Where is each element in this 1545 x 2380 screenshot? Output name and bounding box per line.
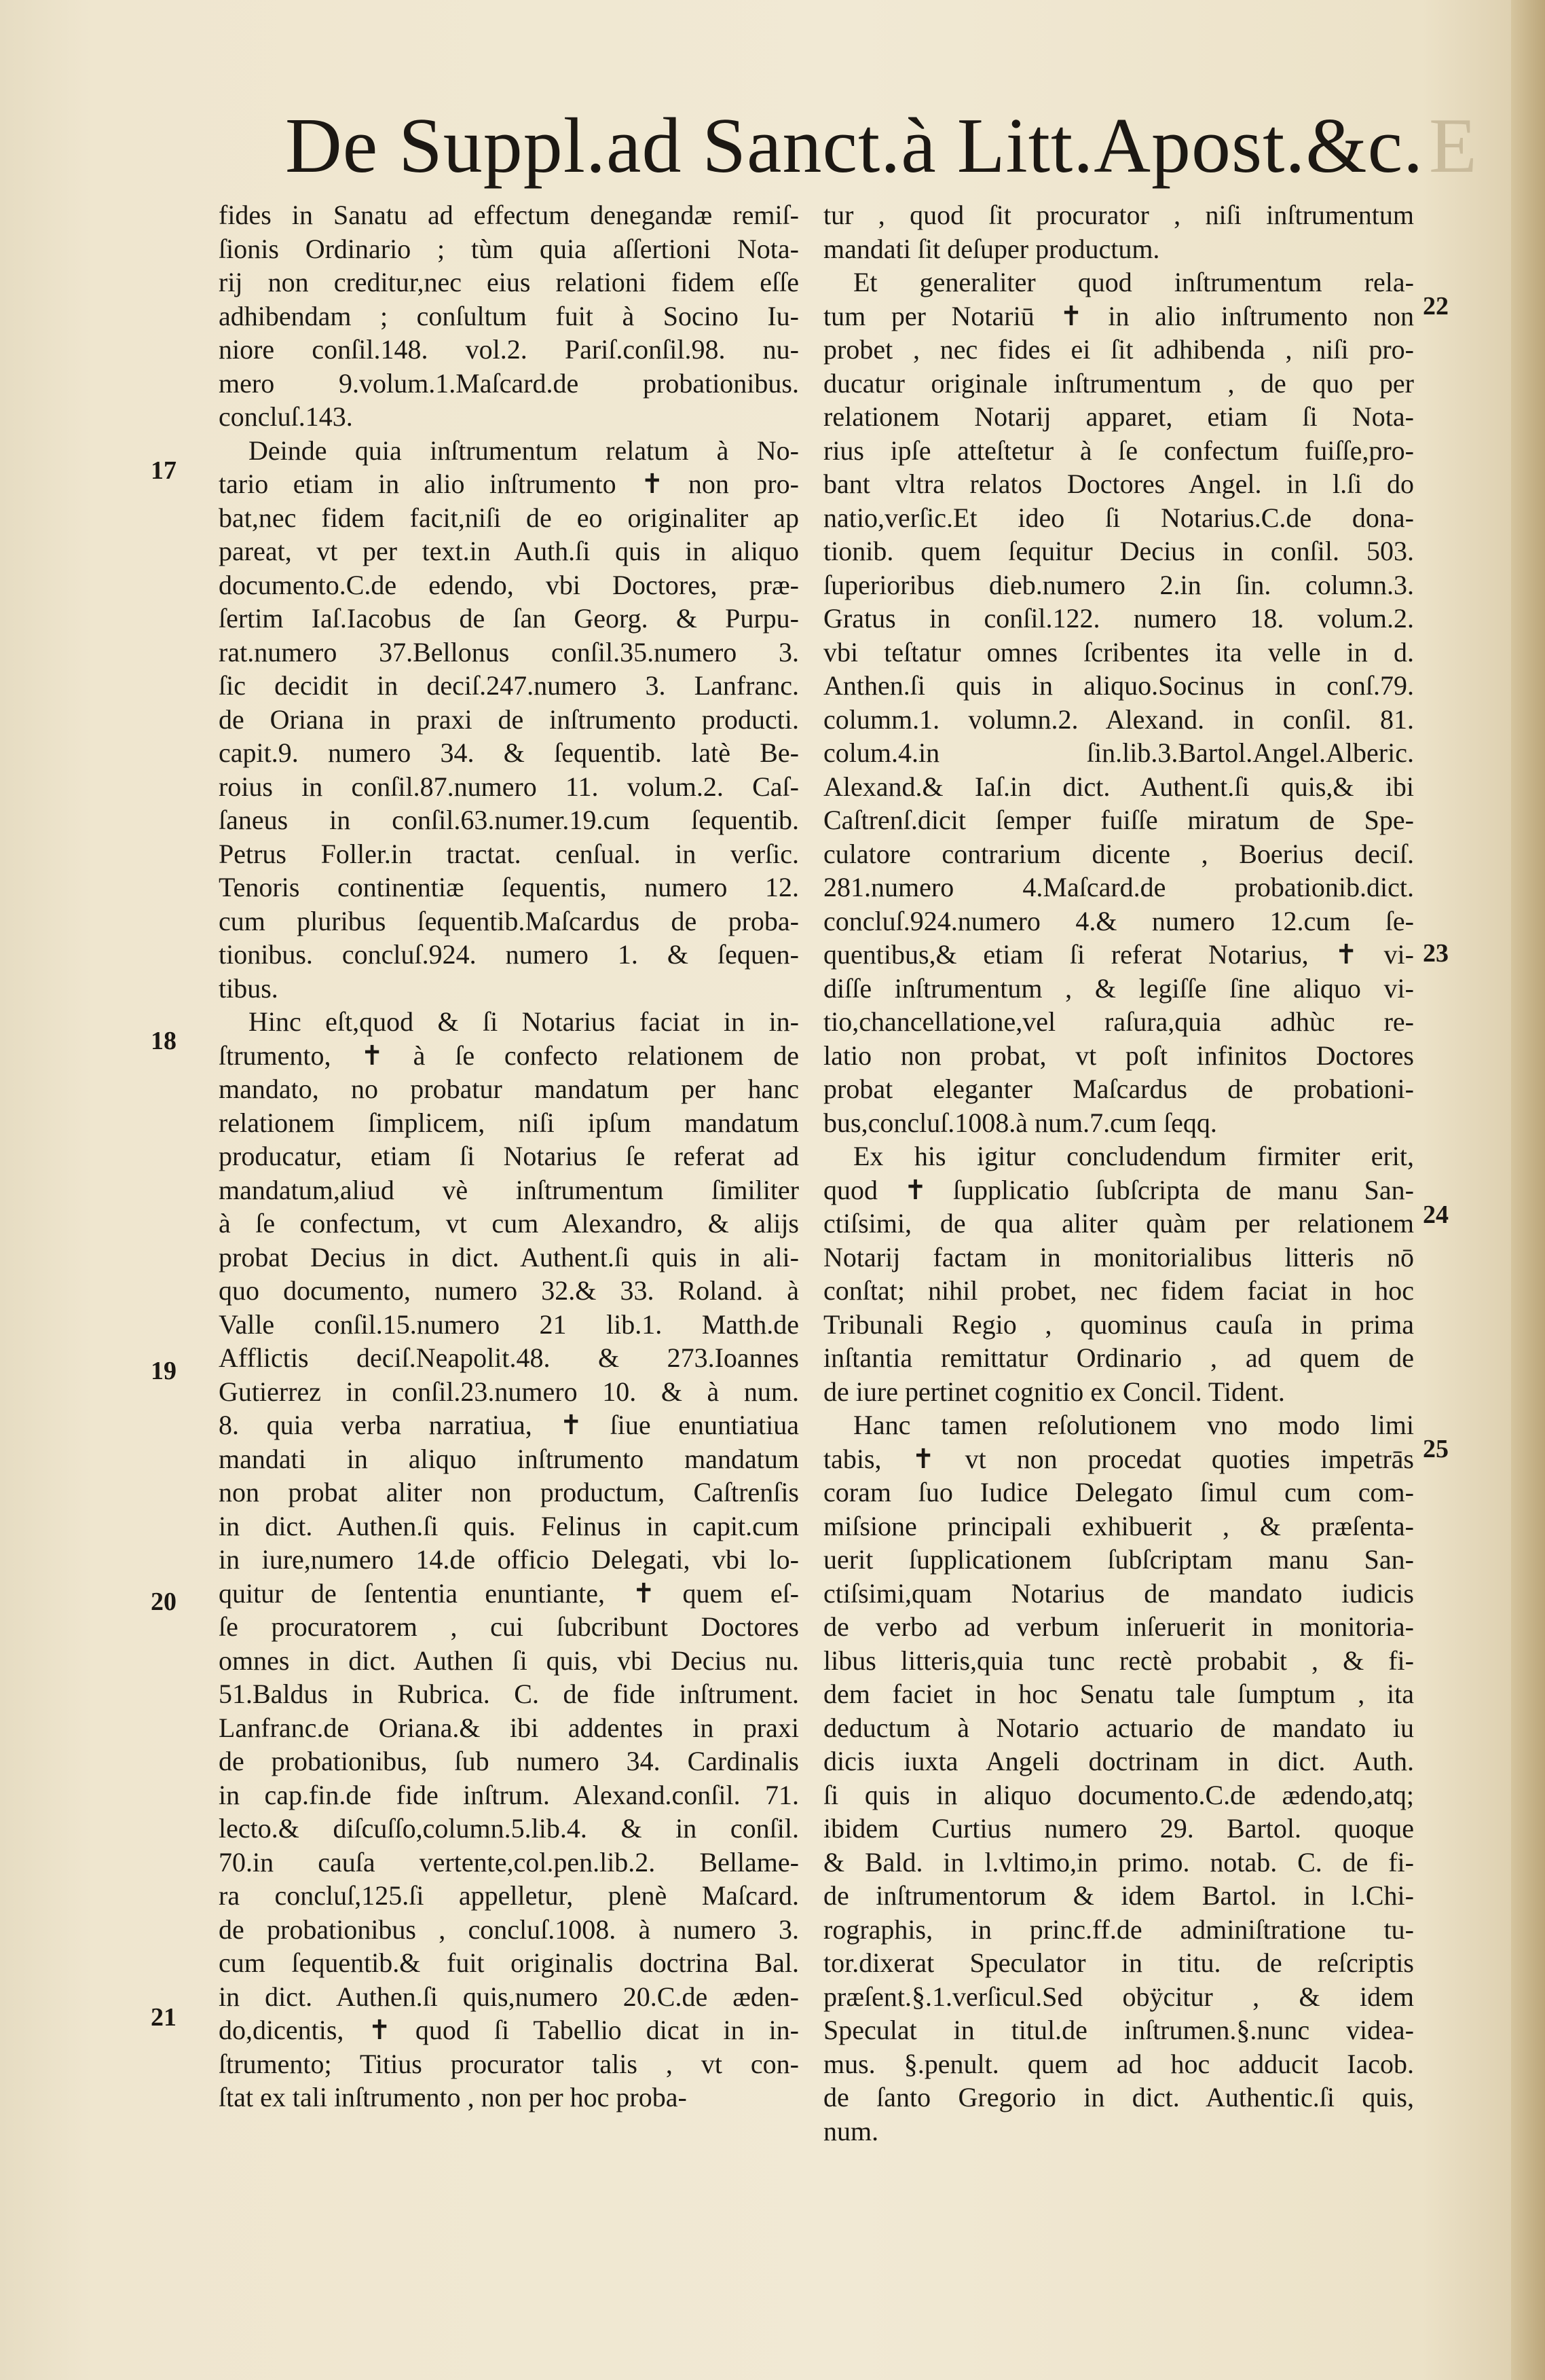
text-line: lecto.& diſcuſſo,column.5.lib.4. & in conſil. [219,1813,799,1844]
text-line: mus. §.penult. quem ad hoc adducit Iacob. [823,2048,1414,2079]
text-line: fides in Sanatu ad effectum denegandæ remiſ- [219,200,799,230]
text-line: tibus. [219,972,278,1004]
text-line: de Oriana in praxi de inſtrumento producti. [219,703,799,735]
text-line: mero 9.volum.1.Maſcard.de probationibus. [219,367,799,399]
text-line: culatore contrarium dicente , Boerius deciſ. [823,838,1414,869]
text-line: documento.C.de edendo, vbi Doctores, præ- [219,569,799,600]
text-line: rographis, in princ.ff.de adminiſtratione tu- [823,1914,1414,1945]
text-line: tionibus. concluſ.924. numero 1. & ſequen- [219,939,799,970]
text-line: non probat aliter non productum, Caſtrenſis [219,1477,799,1507]
text-line: quod ✝ ſupplicatio ſubſcripta de manu San- [823,1174,1414,1205]
text-line: bant vltra relatos Doctores Angel. in l.ſi do [823,469,1414,499]
text-line: ducatur originale inſtrumentum , de quo per [823,367,1414,399]
text-line: Caſtrenſ.dicit ſemper fuiſſe miratum de Spe- [823,805,1414,835]
text-line: cum ſequentib.& fuit originalis doctrina Bal. [219,1947,799,1978]
text-line: tur , quod ſit procurator , niſi inſtrumentum [823,200,1414,230]
text-line: in iure,numero 14.de officio Delegati, vbi lo- [219,1544,799,1575]
text-line: 8. quia verba narratiua, ✝ ſiue enuntiatiua [219,1410,799,1440]
margin-number-25: 25 [1423,1435,1449,1463]
text-line: in dict. Authen.ſi quis,numero 20.C.de æden- [219,1981,799,2012]
text-line: tabis, ✝ vt non procedat quoties impetrās [823,1443,1414,1474]
text-line: ſic decidit in deciſ.247.numero 3. Lanfranc. [219,670,799,701]
text-line: ſtrumento; Titius procurator talis , vt con- [219,2048,799,2079]
text-line: ſaneus in conſil.63.numer.19.cum ſequentib. [219,805,799,835]
text-line: in cap.fin.de fide inſtrum. Alexand.conſil. 71. [219,1779,799,1810]
text-line: niore conſil.148. vol.2. Pariſ.conſil.98. nu- [219,334,799,365]
text-line: inſtantia remittatur Ordinario , ad quem de [823,1342,1414,1373]
text-line: bus,concluſ.1008.à num.7.cum ſeqq. [823,1107,1217,1138]
text-line: colum.4.in ſin.lib.3.Bartol.Angel.Alberic. [823,737,1414,768]
text-line: Tribunali Regio , quominus cauſa in prima [823,1308,1414,1340]
bleed-through-letter: E [1429,103,1477,189]
margin-number-22: 22 [1423,292,1449,321]
text-line: in dict. Authen.ſi quis. Felinus in capit.cum [219,1510,799,1541]
text-line: de inſtrumentorum & idem Bartol. in l.Chi- [823,1880,1414,1911]
text-line: quo documento, numero 32.& 33. Roland. à [219,1275,799,1306]
text-line: num. [823,2115,879,2146]
text-line: uerit ſupplicationem ſubſcriptam manu San- [823,1544,1414,1575]
text-line: mandati ſit deſuper productum. [823,233,1160,264]
text-line: probet , nec fides ei ſit adhibenda , niſi pro- [823,334,1414,365]
text-line: tor.dixerat Speculator in titu. de reſcriptis [823,1947,1414,1978]
text-line: cum pluribus ſequentib.Maſcardus de proba- [219,905,799,936]
text-line: columm.1. volumn.2. Alexand. in conſil. 81. [823,703,1414,735]
text-line: libus litteris,quia tunc rectè probabit , & fi- [823,1645,1414,1676]
text-line: tario etiam in alio inſtrumento ✝ non pro- [219,469,799,499]
text-line: mandato, no probatur mandatum per hanc [219,1074,799,1104]
text-line: quentibus,& etiam ſi referat Notarius, ✝ vi- [823,939,1414,970]
text-line: à ſe confectum, vt cum Alexandro, & alijs [219,1208,799,1239]
text-line: relationem ſimplicem, niſi ipſum mandatum [219,1107,799,1138]
text-line: natio,verſic.Et ideo ſi Notarius.C.de dona- [823,502,1414,533]
text-line: diſſe inſtrumentum , & legiſſe ſine aliquo vi- [823,972,1414,1004]
text-line: probat Decius in dict. Authent.ſi quis in ali- [219,1241,799,1273]
text-line: ſi quis in aliquo documento.C.de ædendo,atq; [823,1779,1414,1810]
text-line: ctiſsimi, de qua aliter quàm per relationem [823,1208,1414,1239]
text-line: ibidem Curtius numero 29. Bartol. quoque [823,1813,1414,1844]
text-line: Anthen.ſi quis in aliquo.Socinus in conſ.79. [823,670,1414,701]
text-line: Gutierrez in conſil.23.numero 10. & à num. [219,1376,799,1407]
text-line: do,dicentis, ✝ quod ſi Tabellio dicat in in- [219,2015,799,2045]
text-line: tionib. quem ſequitur Decius in conſil. 503. [823,536,1414,566]
text-line: Hanc tamen reſolutionem vno modo limi [853,1410,1414,1440]
text-line: & Bald. in l.vltimo,in primo. notab. C. de fi- [823,1846,1414,1878]
text-line: roius in conſil.87.numero 11. volum.2. Caſ- [219,771,799,802]
text-line: de verbo ad verbum inſeruerit in monitoria- [823,1611,1414,1642]
text-line: dicis iuxta Angeli doctrinam in dict. Auth. [823,1746,1414,1776]
text-line: pareat, vt per text.in Auth.ſi quis in aliquo [219,536,799,566]
text-line: de ſanto Gregorio in dict. Authentic.ſi quis, [823,2082,1414,2112]
text-line: producatur, etiam ſi Notarius ſe referat ad [219,1141,799,1171]
margin-number-20: 20 [151,1588,176,1616]
text-line: latio non probat, vt poſt infinitos Doctores [823,1040,1414,1071]
text-line: Notarij factam in monitorialibus litteris nō [823,1241,1414,1273]
text-line: ſtat ex tali inſtrumento , non per hoc proba- [219,2082,687,2112]
text-line: coram ſuo Iudice Delegato ſimul cum com- [823,1477,1414,1507]
text-line: de probationibus, ſub numero 34. Cardinalis [219,1746,799,1776]
text-line: tum per Notariū ✝ in alio inſtrumento non [823,300,1414,331]
text-line: de iure pertinet cognitio ex Concil. Tident. [823,1376,1285,1407]
text-line: ſertim Iaſ.Iacobus de ſan Georg. & Purpu- [219,603,799,634]
text-line: tio,chancellatione,vel raſura,quia adhùc re- [823,1006,1414,1037]
margin-number-23: 23 [1423,939,1449,968]
text-line: probat eleganter Maſcardus de probationi- [823,1074,1414,1104]
text-line: Deinde quia inſtrumentum relatum à No- [248,435,799,466]
text-line: Afflictis deciſ.Neapolit.48. & 273.Ioannes [219,1342,799,1373]
text-line: rius ipſe atteſtetur à ſe confectum fuiſſe,pro- [823,435,1414,466]
text-line: mandatum,aliud vè inſtrumentum ſimiliter [219,1174,799,1205]
text-line: ſuperioribus dieb.numero 2.in ſin. column.3. [823,569,1414,600]
text-line: Speculat in titul.de inſtrumen.§.nunc videa- [823,2015,1414,2045]
text-line: omnes in dict. Authen ſi quis, vbi Decius nu. [219,1645,799,1676]
text-line: 51.Baldus in Rubrica. C. de fide inſtrument. [219,1679,799,1709]
text-line: concluſ.143. [219,401,353,432]
text-line: Petrus Foller.in tractat. cenſual. in verſic. [219,838,799,869]
text-line: ſionis Ordinario ; tùm quia aſſertioni Nota- [219,233,799,264]
text-line: præſent.§.1.verſicul.Sed obÿcitur , & idem [823,1981,1414,2012]
text-line: quitur de ſententia enuntiante, ✝ quem eſ- [219,1577,799,1609]
text-line: rat.numero 37.Bellonus conſil.35.numero 3. [219,636,799,667]
page-edge [1511,0,1545,2380]
text-line: Alexand.& Iaſ.in dict. Authent.ſi quis,& ibi [823,771,1414,802]
text-line: Tenoris continentiæ ſequentis, numero 12. [219,872,799,902]
text-line: ctiſsimi,quam Notarius de mandato iudicis [823,1577,1414,1609]
text-line: 70.in cauſa vertente,col.pen.lib.2. Bellame- [219,1846,799,1878]
text-line: deductum à Notario actuario de mandato iu [823,1712,1414,1743]
text-line: ſe procuratorem , cui ſubcribunt Doctores [219,1611,799,1642]
text-line: conſtat; nihil probet, nec fidem faciat in hoc [823,1275,1414,1306]
text-line: adhibendam ; conſultum fuit à Socino Iu- [219,300,799,331]
right-column [823,198,1414,2148]
text-line: dem faciet in hoc Senatu tale ſumptum , ita [823,1679,1414,1709]
text-line: concluſ.924.numero 4.& numero 12.cum ſe- [823,905,1414,936]
text-line: Gratus in conſil.122. numero 18. volum.2. [823,603,1414,634]
text-line: ra concluſ,125.ſi appelletur, plenè Maſcard. [219,1880,799,1911]
text-line: bat,nec fidem facit,niſi de eo originaliter ap [219,502,799,533]
text-line: capit.9. numero 34. & ſequentib. latè Be- [219,737,799,768]
text-line: relationem Notarij apparet, etiam ſi Nota- [823,401,1414,432]
text-line: Valle conſil.15.numero 21 lib.1. Matth.de [219,1308,799,1340]
margin-number-24: 24 [1423,1201,1449,1229]
text-line: mandati in aliquo inſtrumento mandatum [219,1443,799,1474]
text-line: Lanfranc.de Oriana.& ibi addentes in praxi [219,1712,799,1743]
text-line: de probationibus , concluſ.1008. à numero 3. [219,1914,799,1945]
text-line: 281.numero 4.Maſcard.de probationib.dict. [823,872,1414,902]
text-line: ſtrumento, ✝ à ſe confecto relationem de [219,1040,799,1071]
text-line: vbi teſtatur omnes ſcribentes ita velle in d. [823,636,1414,667]
text-line: Et generaliter quod inſtrumentum rela- [853,267,1414,297]
running-header: De Suppl.ad Sanct.à Litt.Apost.&c. [285,103,1424,189]
margin-number-17: 17 [151,456,176,485]
text-line: rij non creditur,nec eius relationi fidem eſſe [219,267,799,297]
margin-number-18: 18 [151,1027,176,1055]
margin-number-19: 19 [151,1357,176,1385]
text-line: Ex his igitur concludendum firmiter erit, [853,1141,1414,1171]
text-line: miſsione principali exhibuerit , & præſenta- [823,1510,1414,1541]
text-line: Hinc eſt,quod & ſi Notarius faciat in in- [248,1006,799,1037]
left-column [219,198,799,2114]
margin-number-21: 21 [151,2003,176,2032]
